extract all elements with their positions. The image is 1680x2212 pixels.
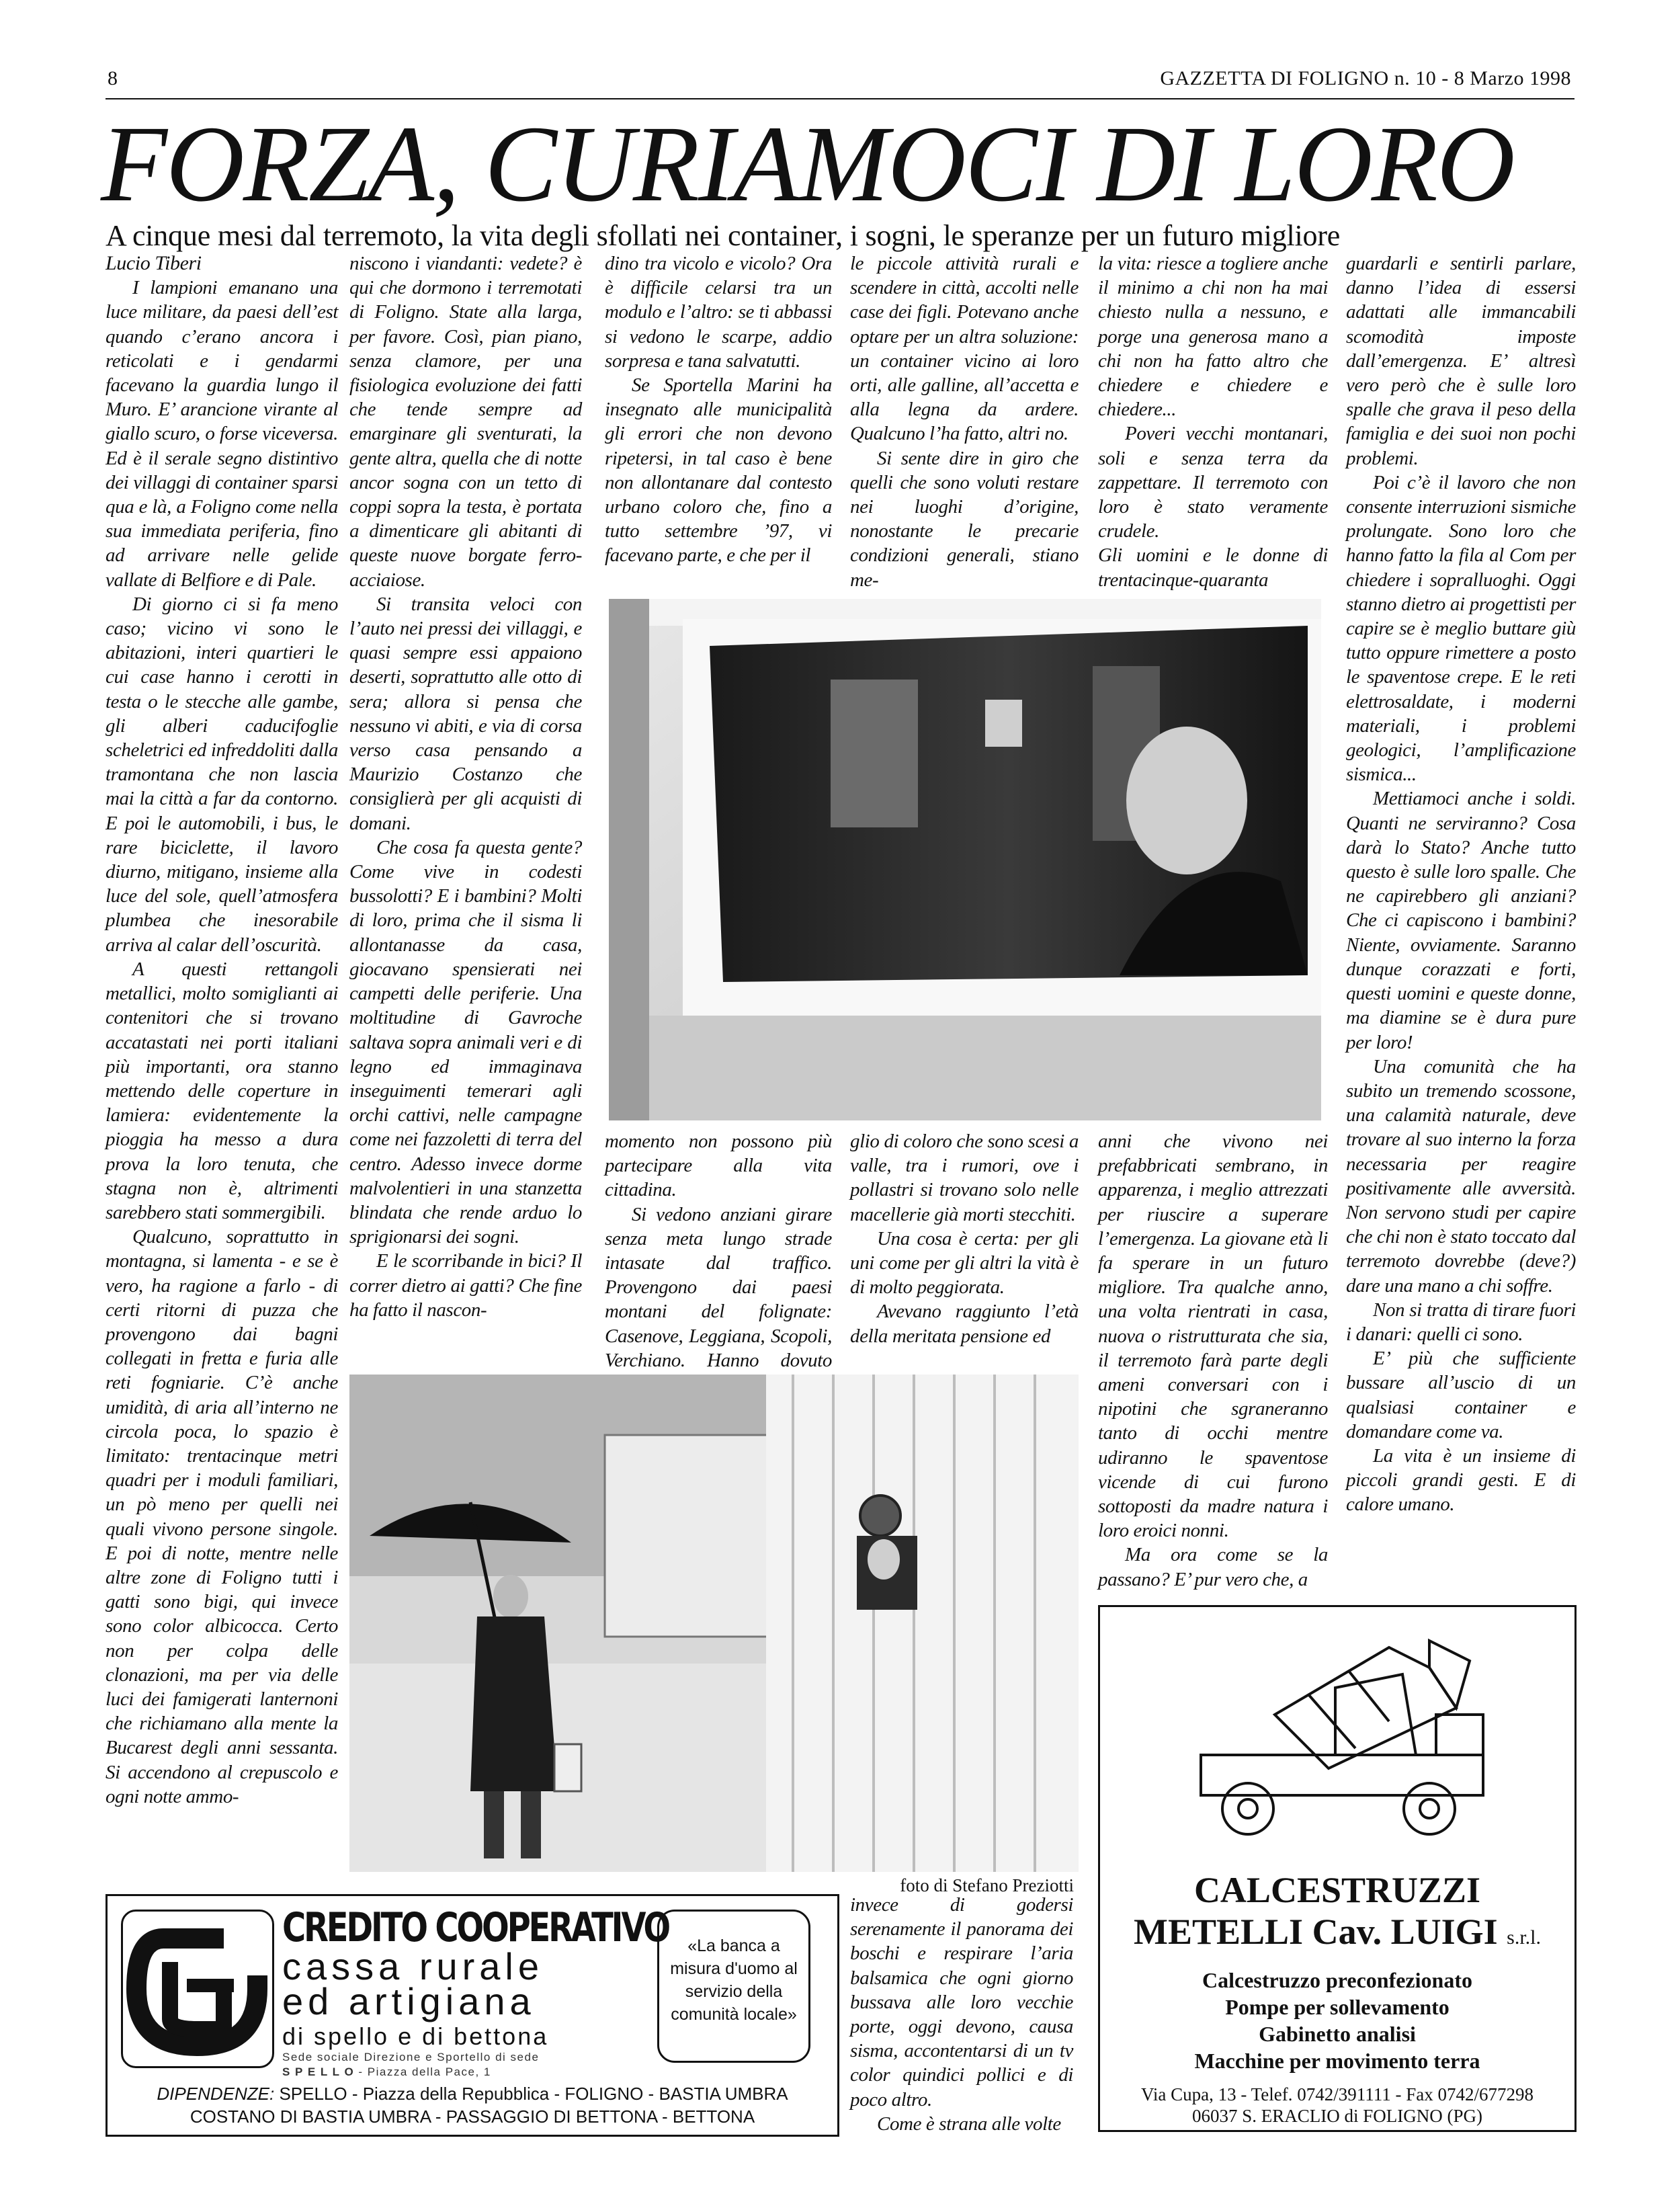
paragraph: Come è strana alle volte [877,2113,1061,2135]
article-column-3-top [605,251,832,594]
cement-mixer-truck-icon [1174,1634,1510,1849]
ad-credito-sede: Sede sociale Direzione e Sportello di sede [282,2051,540,2063]
article-column-6 [1346,251,1576,1580]
paragraph: anni che vivono nei prefabbricati sembrano, in apparenza, i meglio attrezzati per riuscire a superare l’emergenza. La giovane età li fa sperare in un futuro migliore. Tra qualche anno, una volta rientrati in casa, nuova o ristrutturata che sia, il terremoto farà parte degli ameni conversari con i nipotini che sgraneranno tanto di occhi mentre udiranno le spaventose vicende di cui furono sottoposti da madre natura i loro eroici nonni. [1098,1131,1328,1542]
paragraph: Avevano raggiunto l’età della meritata pensione ed [850,1301,1079,1347]
paragraph: Ma ora come se la passano? E’ pur vero che, a [1098,1544,1328,1590]
paragraph: Che cosa fa questa gente? Come vive in codesti bussolotti? E i bambini? Molti di loro, prima che il sisma li allontanasse da casa, giocavano spensierati nei campetti delle periferie. Una moltitudine di Gavroche saltava sopra animali veri e di legno ed immaginava inseguimenti temerari agli orchi cattivi, nelle campagne come nei fazzoletti di terra del centro. Adesso invece dorme malvolentieri in una stanzetta blindata che rende arduo lo sprigionarsi dei sogni. [349,836,582,1248]
ad-metelli-service: Macchine per movimento terra [1194,2049,1480,2073]
ad-metelli-service: Gabinetto analisi [1259,2022,1416,2046]
paragraph: glio di coloro che sono scesi a valle, tra i rumori, ove i pollastri si trovano solo nelle macellerie già morti stecchiti. [850,1131,1079,1225]
ad-credito-city: S P E L L O [282,2065,355,2078]
ad-metelli-title1: CALCESTRUZZI [1193,1870,1481,1910]
paragraph: invece di godersi serenamente il panorama dei boschi e respirare l’aria balsamica che ogni giorno bussava alle loro vecchie porte, oggi devono, causa sisma, accontentarsi di un tv color quindici pollici e di poco altro. [850,1894,1073,2111]
bank-logo-icon [123,1912,272,2066]
ad-credito-dipendenze-text: SPELLO - Piazza della Repubblica - FOLIGNO - BASTIA UMBRA [279,2084,788,2104]
ad-credito-dipendenze-1 [108,2082,837,2105]
paragraph: niscono i viandanti: vedete? è qui che dormono i terremotati di Foligno. State alla larga, per favore. Così, pian piano, senza clamore, per una fisiologica evoluzione dei fatti che tende sempre ad emarginare gli sventurati, la gente altra, quella che di notte ancor sogna con un tetto di coppi sopra la testa, è portata a dimenticare gli abitanti di queste nuove borgate ferro-acciaiose. [349,253,582,591]
ad-credito-line1: cassa rurale [282,1945,544,1988]
paragraph: momento non possono più partecipare alla vita cittadina. [605,1131,832,1201]
paragraph: Mettiamoci anche i soldi. Quanti ne serviranno? Cosa darà lo Stato? Anche tutto questo è sulle loro spalle. Che ne capirebbero gli anziani? Che ci capiscono i bambini? Niente, ovviamente. Saranno dunque corazzati e forti, questi uomini e queste donne, ma diamine se è dura pure per loro! [1346,788,1576,1053]
author-byline: Lucio Tiberi [106,252,202,274]
ad-metelli-service: Pompe per sollevamento [1225,1995,1450,2019]
paragraph: La vita è un insieme di piccoli grandi gesti. E di calore umano. [1346,1444,1576,1516]
ad-credito-dipendenze-2: COSTANO DI BASTIA UMBRA - PASSAGGIO DI BETTONA - BETTONA [190,2106,755,2127]
header-rule [106,98,1574,99]
paragraph: Si transita veloci con l’auto nei pressi dei villaggi, e quasi sempre essi appaiono deserti, soprattutto alle otto di sera; allora si pensa che nessuno vi abiti, e via di corsa verso casa pensando a Maurizio Costanzo che consiglierà per gli acquisti di domani. [349,593,582,834]
subtitle: A cinque mesi dal terremoto, la vita degli sfollati nei container, i sogni, le speranze per un futuro migliore [106,219,1341,252]
paragraph: E’ più che sufficiente bussare all’uscio di un qualsiasi container e domandare come va. [1346,1348,1576,1442]
article-column-5-top [1098,251,1328,594]
paragraph: Una cosa è certa: per gli uni come per gli altri la vità è di molto peggiorata. [850,1227,1079,1299]
photo-container-window [609,599,1321,1120]
paragraph: Una comunità che ha subito un tremendo scossone, una calamità naturale, deve trovare al suo interno la forza necessaria per reagire positivamente alle avversità. Non servono studi per capire che chi non è stato toccato dal terremoto dovrebbe (deve?) dare una mano a chi soffre. [1346,1055,1576,1297]
masthead: GAZZETTA DI FOLIGNO n. 10 - 8 Marzo 1998 [1160,67,1571,89]
photo-woman-umbrella [349,1375,1079,1872]
paragraph: Si sente dire in giro che quelli che sono voluti restare nei luoghi d’origine, nonostante le precarie condizioni generali, stiano me- [850,447,1079,591]
paragraph: dino tra vicolo e vicolo? Ora è difficile celarsi tra un modulo e l’altro: se ti abbassi si vedono le scarpe, addio sorpresa e tana salvatutti. [605,253,832,372]
ad-metelli-service: Calcestruzzo preconfezionato [1202,1968,1472,1992]
paragraph: E le scorribande in bici? Il correr dietro ai gatti? Che fine ha fatto il nascon- [349,1250,582,1321]
ad-credito-line2: ed artigiana [282,1980,536,2022]
ad-credito-line3: di spello e di bettona [282,2022,549,2050]
article-column-4-middle [850,1129,1079,1364]
headline: FORZA, CURIAMOCI DI LORO [101,104,1514,224]
ad-calcestruzzi-metelli [1098,1605,1577,2132]
page-number: 8 [108,67,118,89]
paragraph: Poveri vecchi montanari, soli e senza terra da zappettare. Il terremoto con loro è stato veramente crudele. [1098,423,1328,542]
paragraph: A questi rettangoli metallici, molto somiglianti ai contenitori che si trovano accatastati nei porti italiani più importanti, ora stanno mettendo delle coperture in lamiera: evidentemente la pioggia ha messo a dura prova la loro tenuta, che stagna non è, altrimenti sarebbero stati sommergibili. [106,958,338,1223]
paragraph: Si vedono anziani girare senza meta lungo strade intasate dal traffico. Provengono dai paesi montani del folignate: Casenove, Leggiana, Scopoli, Verchiano. Hanno dovuto [605,1203,832,1371]
paragraph: I lampioni emanano una luce militare, da paesi dell’est quando c’erano ancora i reticolati e i gendarmi facevano la guardia lungo il Muro. E’ arancione virante al giallo scuro, o forse viceversa. Ed è il serale segno distintivo dei villaggi di container sparsi qua e là, a Foligno come nella sua immediata periferia, fino ad arrivare nelle gelide vallate di Belfiore e di Pale. [106,277,338,591]
ad-metelli-name: METELLI Cav. LUIGI [1134,1912,1498,1952]
ad-metelli-services [1100,1967,1574,2074]
ad-metelli-title2 [1100,1911,1574,1953]
ad-metelli-address1: Via Cupa, 13 - Telef. 0742/391111 - Fax 0742/677298 [1141,2084,1534,2104]
article-column-3-bottom [605,1129,832,1371]
ad-credito-street: - Piazza della Pace, 1 [354,2065,491,2078]
article-column-5-bottom [1098,1129,1328,1590]
ad-metelli-suffix: s.r.l. [1507,1926,1541,1949]
ad-credito-motto: «La banca a misura d'uomo al servizio della comunità locale» [657,1910,810,2063]
photo-credit: foto di Stefano Preziotti [900,1875,1074,1895]
paragraph: la vita: riesce a togliere anche il minimo a chi non ha mai chiesto nulla a nessuno, e porge una generosa mano a chi non ha fatto altro che chiedere e chiedere e chiedere... [1098,253,1328,421]
article-column-4-bottom [850,1893,1073,2141]
article-column-1 [106,251,338,1871]
ad-credito-address [282,2065,491,2079]
ad-credito-title: CREDITO COOPERATIVO [282,1904,669,1951]
paragraph: Di giorno ci si fa meno caso; vicino vi sono le abitazioni, interi quartieri le cui case hanno i cerotti in testa o le stecche alle gambe, gli alberi caducifoglie scheletrici ed infreddoliti dalla tramontana che non lascia mai la città a far da contorno. E poi le automobili, i bus, le rare biciclette, il lavoro diurno, mitigano, insieme alla luce del sole, quell’atmosfera plumbea che inesorabile arriva al calar dell’oscurità. [106,593,338,956]
paragraph: Se Sportella Marini ha insegnato alle municipalità gli errori che non devono ripetersi, in tal caso è bene non allontanare dal contesto urbano coloro che, fino a tutto settembre ’97, vi facevano parte, e che per il [605,374,832,567]
paragraph: Gli uomini e le donne di trentacinque-quaranta [1098,544,1328,591]
paragraph: Qualcuno, soprattutto in montagna, si lamenta - e se è vero, ha ragione a farlo - di certi ritorni di puzza che provengono dai bagni collegati in fretta e furia alle reti fogniarie. C’è anche umidità, di aria all’interno ne circola poca, lo spazio è limitato: trentacinque metri quadri per i moduli familiari, un pò meno per quelli nei quali vivono persone singole. E poi di notte, mentre nelle altre zone di Foligno tutti i gatti sono bigi, qui invece sono color albicocca. Certo non per colpa delle clonazioni, ma per via delle luci dei famigerati lanternoni che richiamano alla mente la Bucarest degli anni sessanta. Si accendono al crepuscolo e ogni notte ammo- [106,1226,338,1807]
paragraph: Poi c’è il lavoro che non consente interruzioni sismiche prolungate. Sono loro che hanno fatto la fila al Com per chiedere i sopralluoghi. Oggi stanno dietro ai progettisti per capire se è meglio buttare giù tutto oppure rimettere a posto le spaventose crepe. E le reti elettrosaldate, i moderni materiali, i problemi geologici, l’amplificazione sismica... [1346,471,1576,786]
ad-metelli-address2: 06037 S. ERACLIO di FOLIGNO (PG) [1192,2106,1482,2126]
bank-logo [121,1910,274,2068]
article-column-4-top [850,251,1079,594]
ad-credito-cooperativo [106,1894,839,2137]
paragraph: Non si tratta di tirare fuori i danari: quelli ci sono. [1346,1299,1576,1345]
article-column-2 [349,251,582,1367]
paragraph: guardarli e sentirli parlare, danno l’idea di essersi adattati alle immancabili scomodità imposte dall’emergenza. E’ altresì vero però che è sulle loro spalle che grava il peso della famiglia e dei suoi non pochi problemi. [1346,253,1576,469]
ad-credito-dipendenze-label: DIPENDENZE: [157,2084,275,2104]
paragraph: le piccole attività rurali e scendere in città, accolti nelle case dei figli. Potevano anche optare per un altra soluzione: un container vicino ai loro orti, alle galline, all’accetta e alla legna da ardere. Qualcuno l’ha fatto, altri no. [850,253,1079,445]
